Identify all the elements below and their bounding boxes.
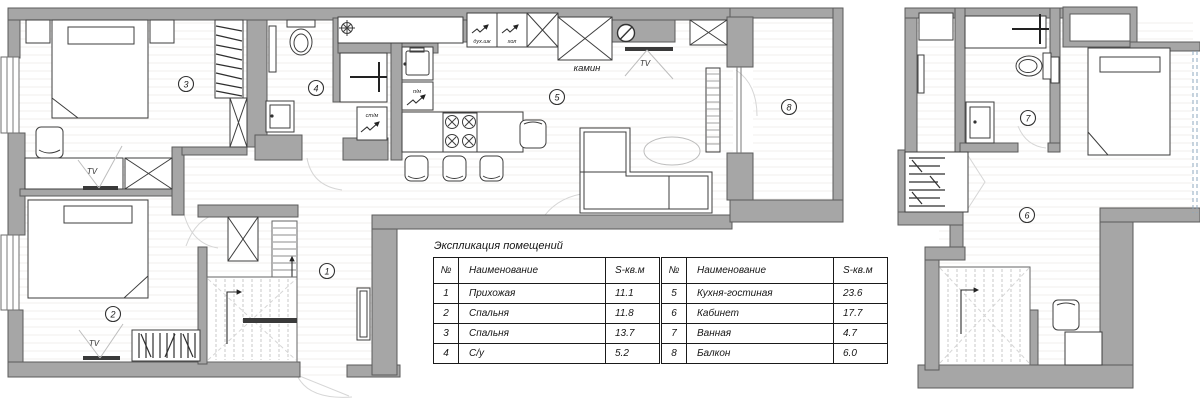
balcony-x-box [690,20,727,45]
room-number-1 [320,264,335,279]
svg-text:1: 1 [324,266,330,277]
svg-text:8: 8 [786,102,792,113]
col-header-num: № [662,258,687,284]
hall-x-box [228,217,258,261]
counter-top-row [338,17,463,43]
table-row [662,284,888,304]
table-row [434,324,660,344]
col-header-num: № [434,258,459,284]
svg-text:6: 6 [1024,210,1030,221]
room-number-6 [1020,208,1035,223]
table-row [662,324,888,344]
staircase-main [207,277,297,362]
bed-room2 [28,200,148,298]
window-left-bottom [1,235,19,310]
floor-balcony [753,18,833,210]
shower-room7 [965,14,1049,48]
armchair [36,127,63,158]
wardrobe-room2 [132,330,200,361]
table-row [434,304,660,324]
svg-text:камин: камин [573,63,601,74]
bed-room6 [1088,48,1170,155]
col-header-area: S-кв.м [606,258,660,284]
tv-label-room5: TV [639,59,651,68]
towel-radiator [1051,57,1059,83]
svg-text:дух.шк: дух.шк [473,39,491,45]
table-row [662,344,888,364]
legend-table-right [661,257,888,364]
cell-num: 5 [662,284,687,304]
room-number-8 [782,100,797,115]
table-row [662,304,888,324]
window-right [1193,51,1197,213]
room-number-7 [1021,111,1036,126]
bar-stools [405,156,503,181]
fridge-box [497,13,527,47]
oven-box [467,13,497,47]
radiator-hall [357,288,370,340]
no-symbol-icon [618,25,635,42]
island-chair [520,120,546,148]
shower-room4 [340,53,387,102]
duct-column [230,98,247,147]
washing-machine [357,107,387,140]
bed-room3 [52,20,148,118]
wardrobe-hatched [215,20,243,98]
svg-text:п/м: п/м [412,89,422,95]
nightstand [150,20,174,43]
right-plan [898,7,1200,388]
cell-name: С/у [459,344,606,364]
room-number-4 [309,81,324,96]
svg-text:4: 4 [313,83,319,94]
svg-text:3: 3 [183,79,189,90]
cell-name: Кухня-гостиная [687,284,834,304]
cell-name: Ванная [687,324,834,344]
dishwasher [402,82,433,110]
cell-num: 8 [662,344,687,364]
cell-num: 1 [434,284,459,304]
window-left-top [1,57,19,133]
col-header-name: Наименование [687,258,834,284]
staircase-room6 [939,267,1030,365]
cell-area: 5.2 [606,344,660,364]
cell-num: 4 [434,344,459,364]
sink-room7 [966,102,994,143]
cell-area: 11.1 [606,284,660,304]
duct-box [919,13,953,40]
cell-num: 7 [662,324,687,344]
cell-name: Балкон [687,344,834,364]
stair-upper-flight [272,221,297,283]
cabinet-x-box [527,13,558,47]
window-box [1070,14,1130,41]
tv-label-room2: TV [88,339,100,348]
kitchen-sink [402,47,433,80]
svg-text:7: 7 [1025,113,1031,124]
svg-text:2: 2 [110,309,116,320]
legend-table-left [433,257,660,364]
cell-area: 23.6 [834,284,888,304]
cell-area: 17.7 [834,304,888,324]
cell-area: 6.0 [834,344,888,364]
cell-area: 13.7 [606,324,660,344]
room-number-2 [106,307,121,322]
balcony-glazing [737,67,741,153]
wardrobe-x [125,158,172,189]
table-row [434,344,660,364]
legend-title: Экспликация помещений [434,240,563,252]
tv-label-room3: TV [86,167,98,176]
cell-num: 2 [434,304,459,324]
nightstand [26,20,50,43]
table-row [434,284,660,304]
cell-name: Кабинет [687,304,834,324]
sink-room4 [266,101,294,132]
room-number-3 [179,77,194,92]
cell-area: 4.7 [834,324,888,344]
legend [433,240,889,364]
desk-chair [1053,300,1079,330]
cell-num: 3 [434,324,459,344]
svg-text:5: 5 [554,92,560,103]
col-header-name: Наименование [459,258,606,284]
desk [1065,332,1102,365]
cell-num: 6 [662,304,687,324]
cell-name: Спальня [459,324,606,344]
col-header-area: S-кв.м [834,258,888,284]
svg-text:хол: хол [507,39,517,45]
cell-name: Прихожая [459,284,606,304]
cell-area: 11.8 [606,304,660,324]
svg-text:ст/м: ст/м [365,113,379,119]
wall-strip [918,55,924,93]
room-number-5 [550,90,565,105]
cell-name: Спальня [459,304,606,324]
tall-cabinet [269,26,276,72]
wardrobe-room6 [905,152,968,212]
